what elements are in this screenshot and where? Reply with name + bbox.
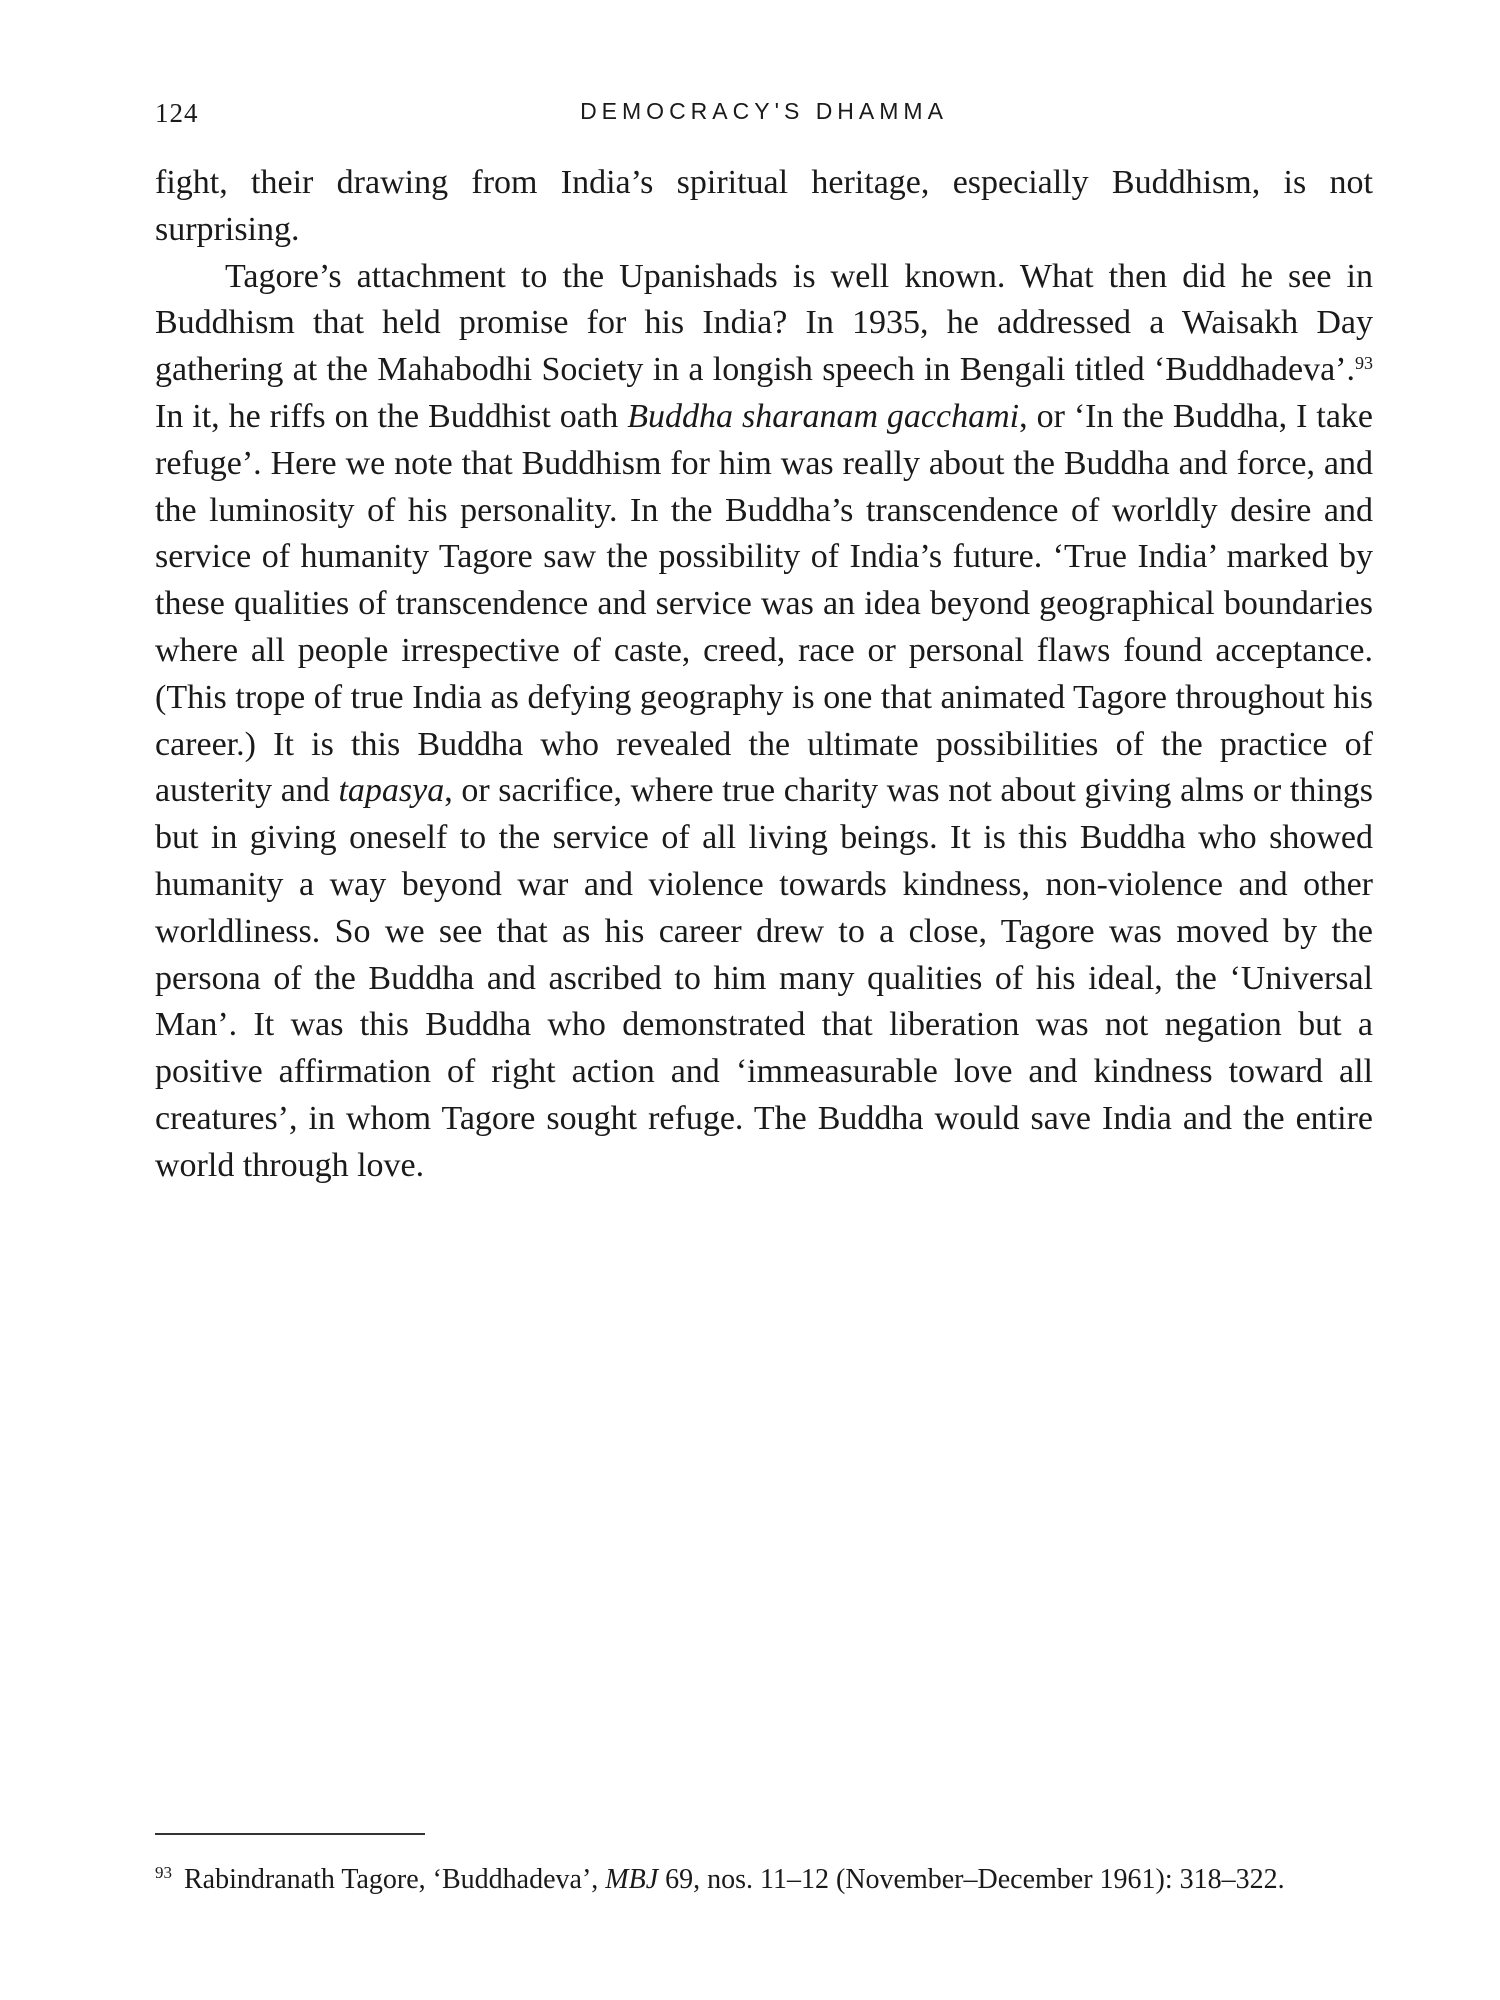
footnote-journal-abbrev: MBJ xyxy=(605,1864,659,1895)
paragraph-2-text-d: , or sacrifice, where true charity was not about giving alms or things but in giving oneself to the service of all living beings. It is this Buddha who showed humanity a way beyond war and violence towards kindness, non-violence and other worldliness. So we see that as his career drew to a close, Tagore was moved by the persona of the Buddha and ascribed to him many qualities of his ideal, the ‘Universal Man’. It was this Buddha who demonstrated that liberation was not negation but a positive affirmation of right action and ‘immeasurable love and kindness toward all creatures’, in whom Tagore sought refuge. The Buddha would save India and the entire world through love. xyxy=(155,772,1373,1184)
paragraph-1: fight, their drawing from India’s spiritual heritage, especially Buddhism, is not surprising. xyxy=(155,164,1373,248)
running-head xyxy=(155,98,1373,132)
body-text xyxy=(155,160,1373,1190)
footnote-text-a: Rabindranath Tagore, ‘Buddhadeva’, xyxy=(184,1864,606,1895)
footnote-text-b: 69, nos. 11–12 (November–December 1961): 318–322. xyxy=(658,1864,1285,1895)
footnote-text xyxy=(155,1858,1373,1902)
paragraph-2-text-a: Tagore’s attachment to the Upanishads is well known. What then did he see in Buddhism that held promise for his India? In 1935, he addressed a Waisakh Day gathering at the Mahabodhi Society in a longish speech in Bengali titled ‘Buddhadeva’. xyxy=(155,257,1373,389)
page-number: 124 xyxy=(155,98,199,128)
footnote-reference-93[interactable]: 93 xyxy=(1355,353,1373,374)
paragraph-2 xyxy=(155,254,1373,1190)
footnote-divider xyxy=(155,1833,425,1835)
italic-tapasya: tapasya xyxy=(338,772,445,810)
paragraph-2-text-c: , or ‘In the Buddha, I take refuge’. Here we note that Buddhism for him was really about the Buddha and force, and the luminosity of his personality. In the Buddha’s transcendence of worldly desire and service of humanity Tagore saw the possibility of India’s future. ‘True India’ marked by these qualities of transcendence and service was an idea beyond geographical boundaries where all people irrespective of caste, creed, race or personal flaws found acceptance. (This trope of true India as defying geography is one that animated Tagore throughout his career.) It is this Buddha who revealed the ultimate possibilities of the practice of austerity and xyxy=(155,397,1374,810)
italic-buddha-sharanam-gacchami: Buddha sharanam gacchami xyxy=(627,397,1020,435)
paragraph-2-text-b: In it, he riffs on the Buddhist oath xyxy=(155,397,628,435)
running-title: DEMOCRACY'S DHAMMA xyxy=(580,98,948,124)
footnote-number: 93 xyxy=(155,1863,172,1882)
footnote-93 xyxy=(155,1858,1373,1902)
